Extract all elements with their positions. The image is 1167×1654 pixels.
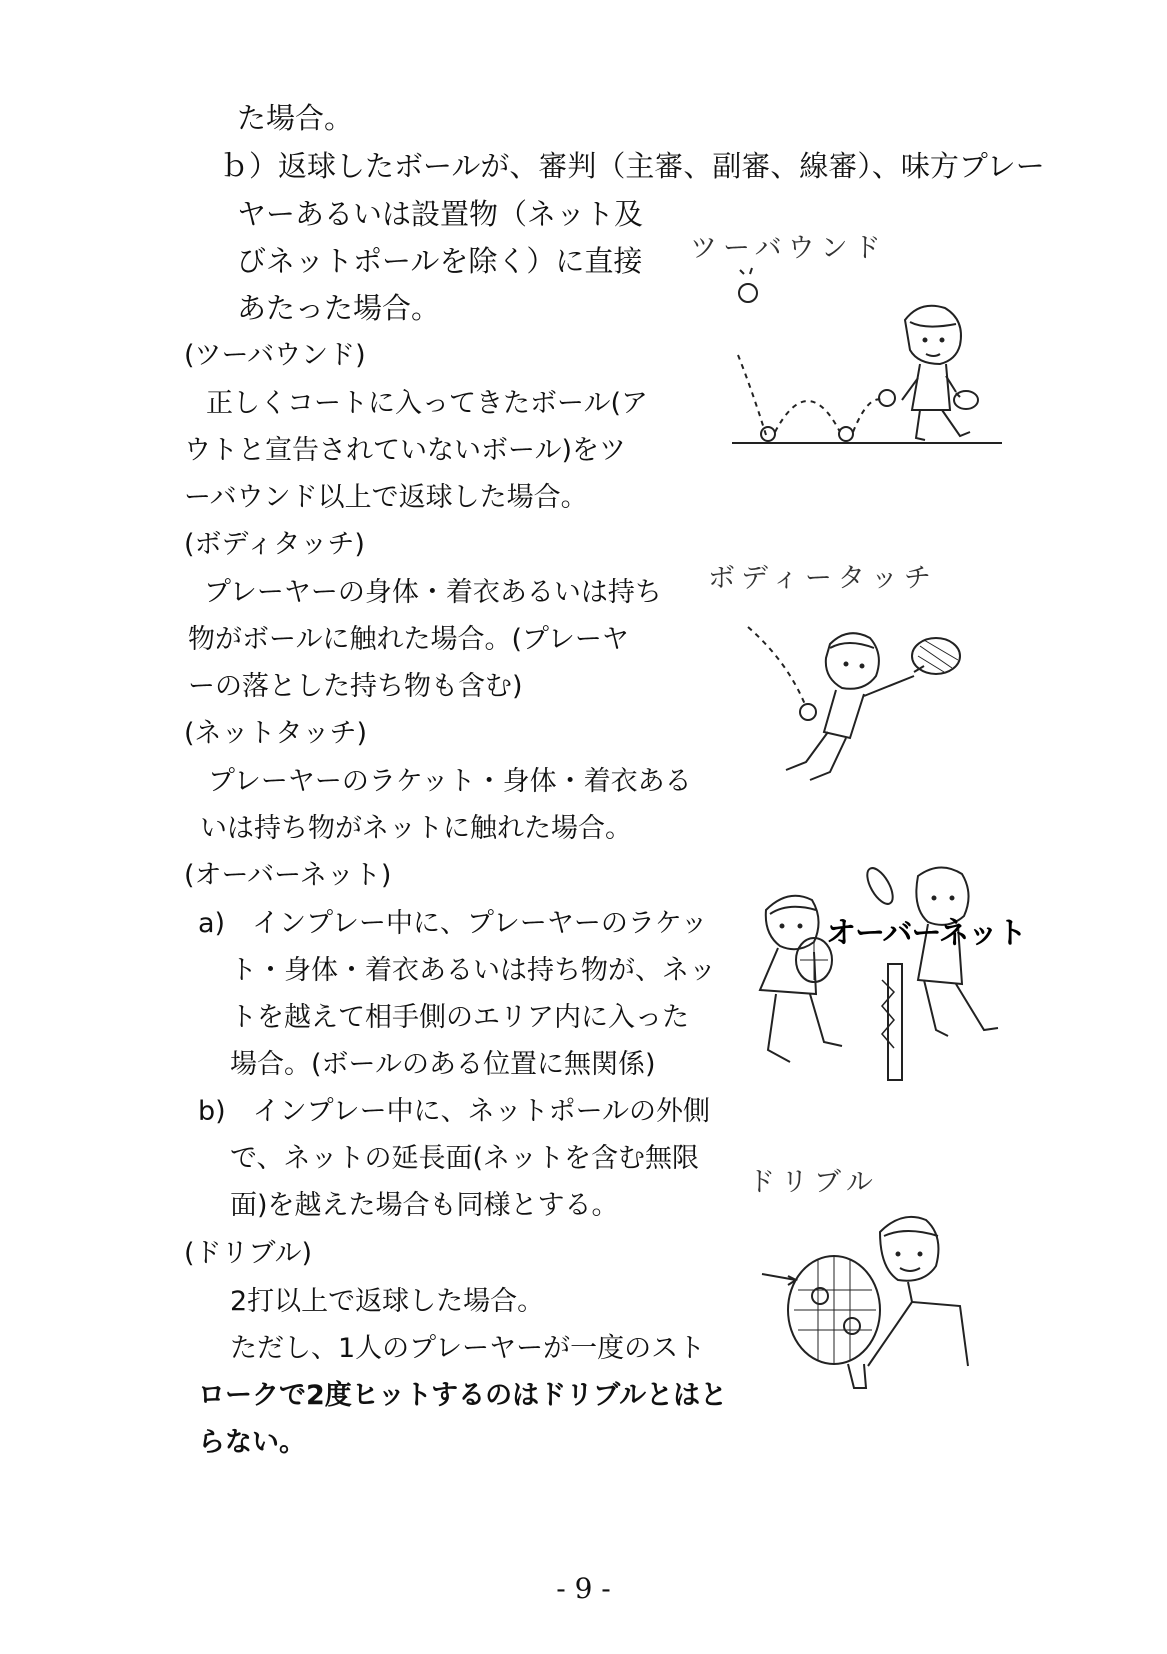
text-line-1: た場合。 [237,101,354,135]
heading-net-touch: (ネットタッチ) [184,718,368,749]
text-line-2: ｂ）返球したボールが、審判（主審、副審、線審）、味方プレー [220,149,1045,183]
dribble-line-2: ただし、1人のプレーヤーが一度のスト [230,1333,706,1364]
heading-two-bound: (ツーバウンド) [184,340,366,371]
net-touch-line-1: プレーヤーのラケット・身体・着衣ある [208,766,692,797]
caption-over-net: オーバーネット [826,916,1026,951]
over-net-line-5: b) インプレー中に、ネットポールの外側 [198,1096,711,1127]
heading-body-touch: (ボディタッチ) [184,529,365,560]
racket-icon [862,864,898,908]
body-touch-line-1: プレーヤーの身体・着衣あるいは持ち [204,577,662,608]
body-touch-illustration [738,612,988,792]
over-net-line-2: ト・身体・着衣あるいは持ち物が、ネッ [230,955,716,986]
dribble-line-3: ロークで2度ヒットするのはドリブルとはと [198,1380,728,1411]
net-touch-line-2: いは持ち物がネットに触れた場合。 [200,813,632,844]
net-post [888,964,902,1080]
heading-dribble: (ドリブル) [184,1238,312,1269]
ball-icon [879,390,895,406]
body-touch-line-3: ーの落とした持ち物も含む) [188,671,523,702]
heading-over-net: (オーバーネット) [184,860,392,891]
over-net-illustration [748,860,1008,1090]
page-number: - 9 - [556,1572,611,1605]
caption-dribble: ドリブル [748,1167,879,1198]
ball-icon [800,704,816,720]
over-net-line-1: a) インプレー中に、プレーヤーのラケッ [198,908,708,939]
ball-icon [839,427,853,441]
ball-icon [844,1318,860,1334]
over-net-line-3: トを越えて相手側のエリア内に入った [230,1002,689,1033]
over-net-line-4: 場合。(ボールのある位置に無関係) [230,1049,656,1080]
dribble-line-1: 2打以上で返球した場合。 [230,1286,545,1317]
text-line-4: びネットポールを除く）に直接 [237,244,643,278]
two-bound-line-3: ーバウンド以上で返球した場合。 [184,482,588,513]
text-line-3: ヤーあるいは設置物（ネット及 [237,197,644,231]
over-net-line-6: で、ネットの延長面(ネットを含む無限 [230,1143,699,1174]
ball-icon [761,427,775,441]
two-bound-line-2: ウトと宣告されていないボール)をツ [184,435,626,466]
text-line-5: あたった場合。 [237,291,441,325]
caption-body-touch: ボディータッチ [708,563,937,594]
dribble-line-4: らない。 [198,1427,306,1458]
dribble-illustration [748,1206,988,1406]
over-net-line-7: 面)を越えた場合も同様とする。 [230,1190,619,1221]
ball-icon [739,284,757,302]
caption-two-bound: ツーバウンド [690,233,887,264]
body-touch-line-2: 物がボールに触れた場合。(プレーヤ [188,624,629,655]
two-bound-illustration [720,260,1010,460]
two-bound-line-1: 正しくコートに入ってきたボール(ア [206,388,648,419]
